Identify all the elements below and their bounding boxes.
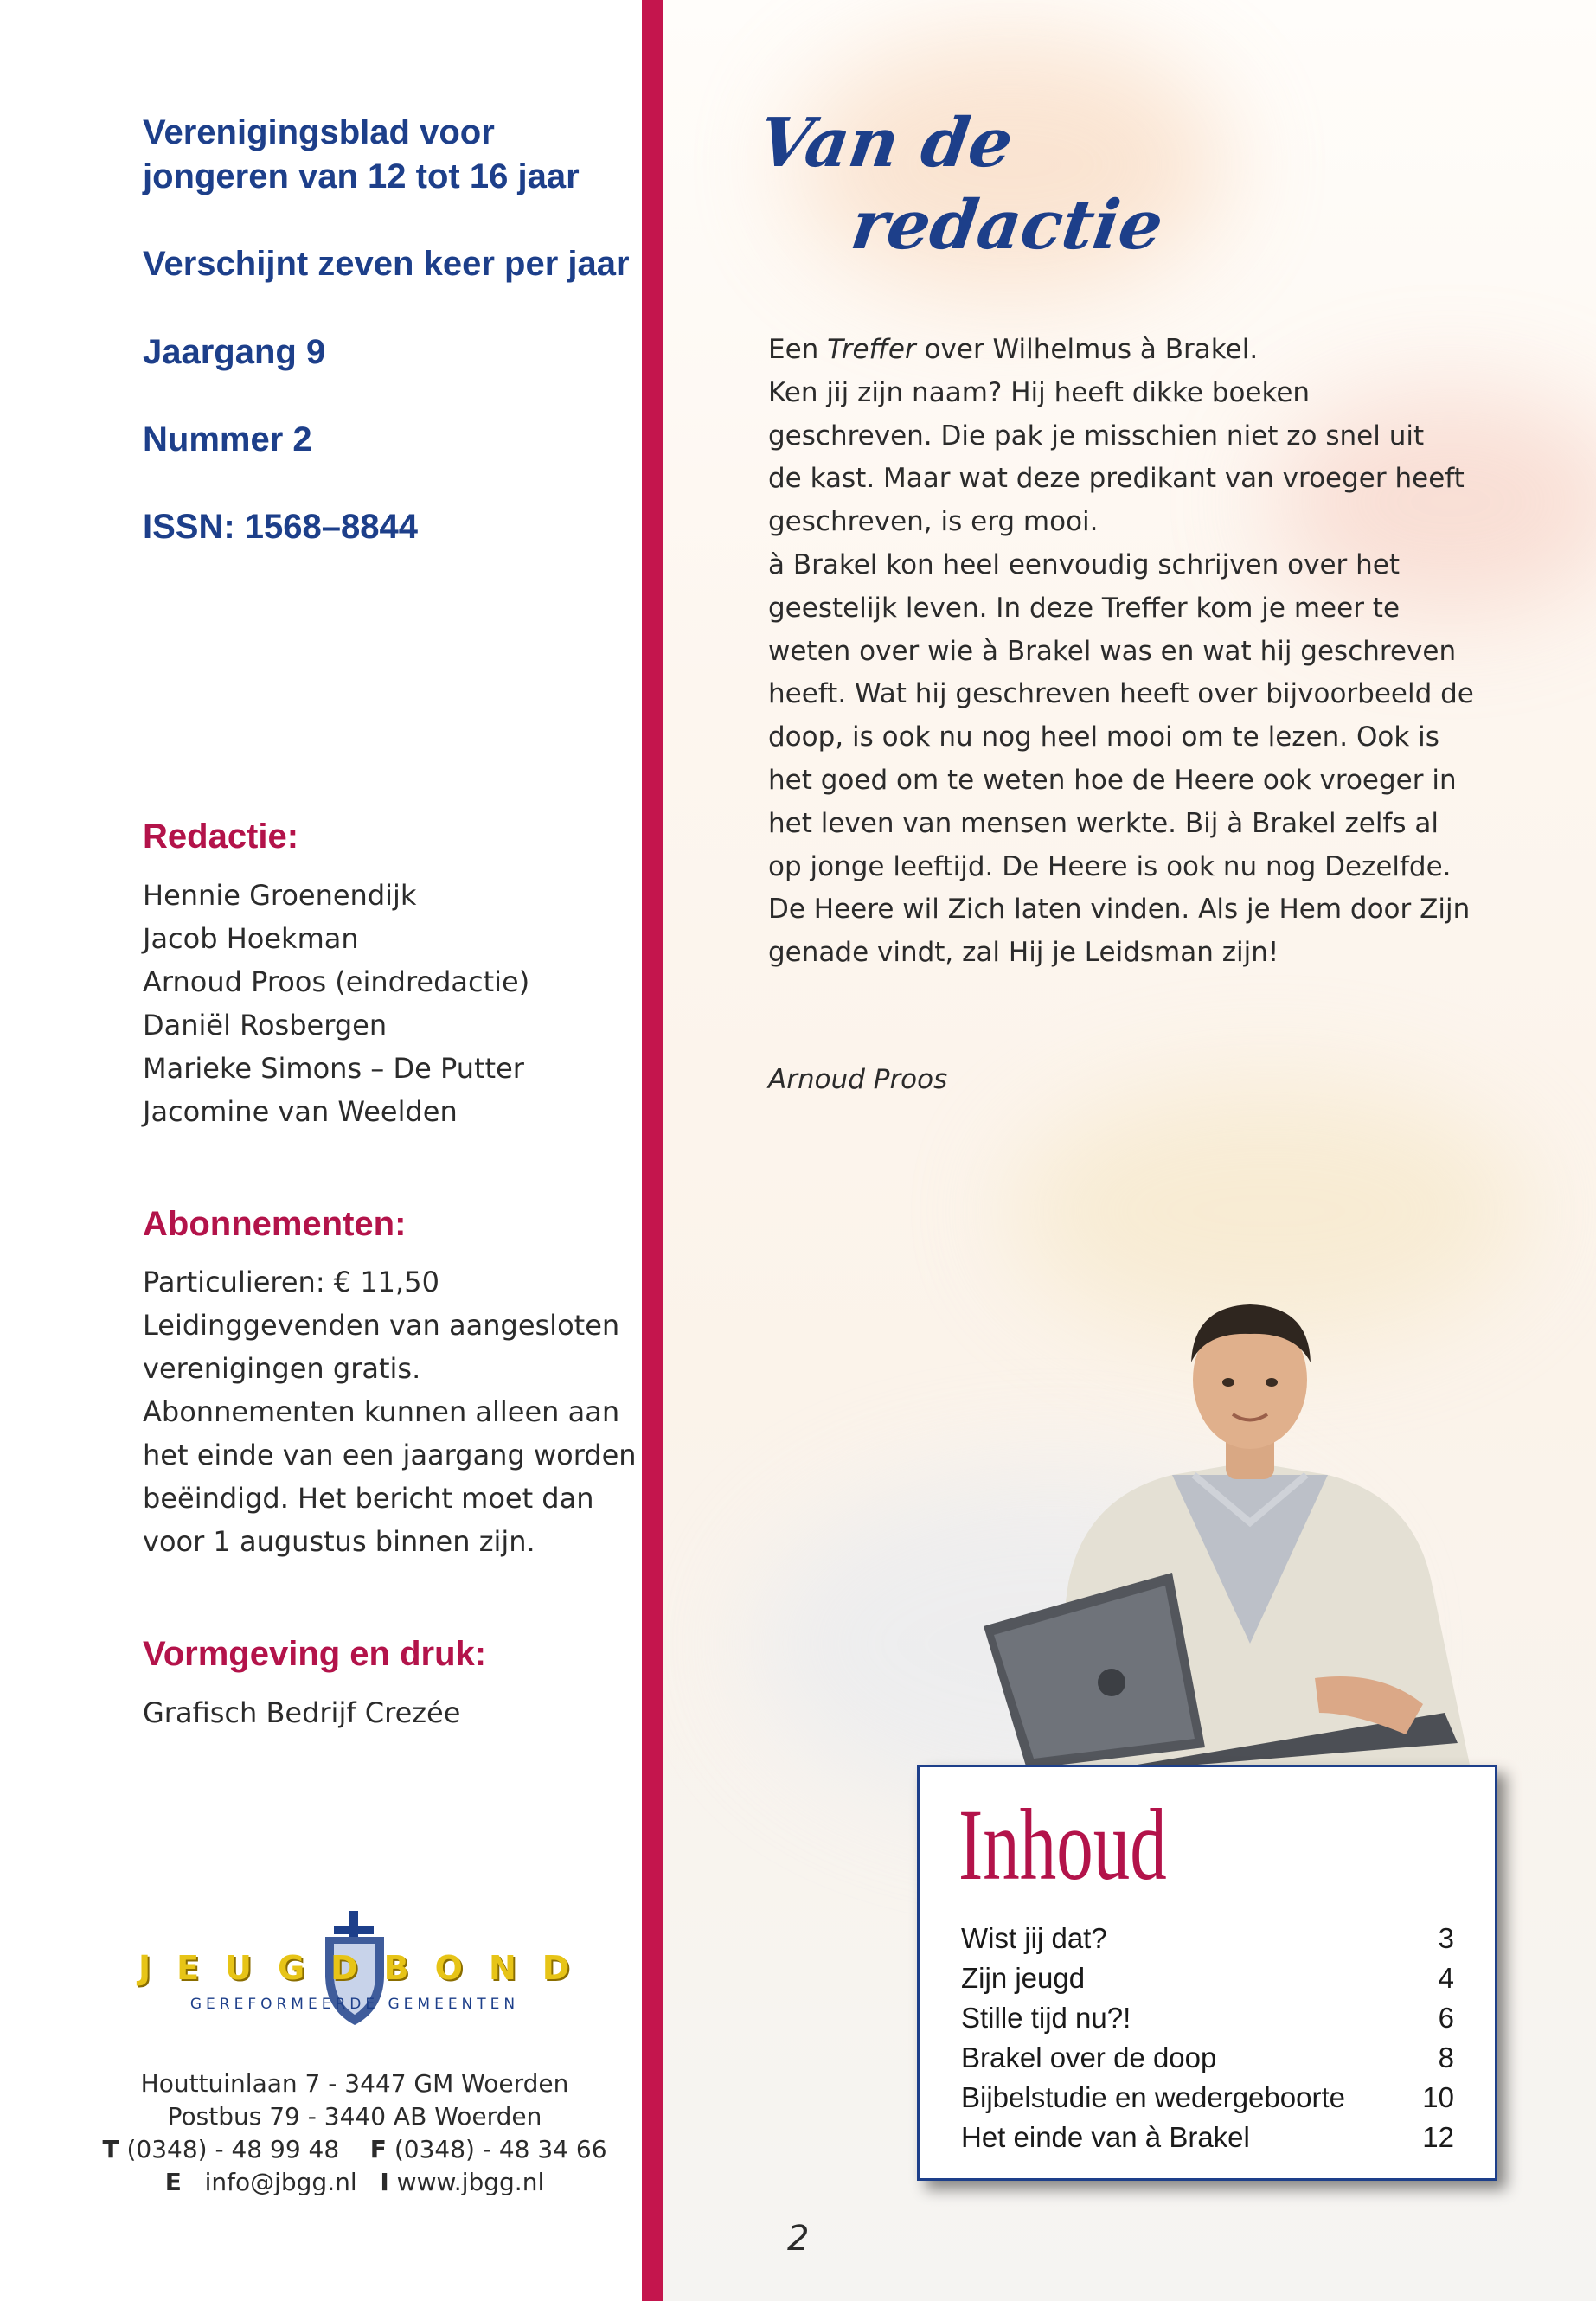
abonnementen-line: het einde van een jaargang worden <box>143 1439 637 1471</box>
article-line: à Brakel kon heel eenvoudig schrijven over het <box>768 548 1400 580</box>
fax-label: F <box>369 2135 387 2163</box>
editorial-title-line-2: redactie <box>846 186 1168 265</box>
article-line-end: over Wilhelmus à Brakel. <box>915 334 1259 365</box>
toc-item-title: Zijn jeugd <box>961 1962 1086 1994</box>
toc-item-page: 3 <box>1438 1922 1454 1954</box>
email-address[interactable]: info@jbgg.nl <box>204 2168 357 2196</box>
colophon-column <box>0 0 642 2301</box>
redactie-member: Arnoud Proos (eindredactie) <box>143 965 530 998</box>
page-number: 2 <box>787 2219 810 2259</box>
toc-item[interactable] <box>961 2118 1454 2157</box>
toc-item-title: Wist jij dat? <box>961 1922 1107 1954</box>
redactie-member: Jacomine van Weelden <box>143 1095 458 1128</box>
logo-subtitle: GEREFORMEERDE GEMEENTEN <box>189 1996 520 2013</box>
redactie-member: Jacob Hoekman <box>143 922 359 955</box>
editorial-text <box>768 329 1474 975</box>
redactie-member: Daniël Rosbergen <box>143 1009 388 1042</box>
article-line: het goed om te weten hoe de Heere ook vroeger in <box>768 764 1457 796</box>
address-postbus: Postbus 79 - 3440 AB Woerden <box>167 2102 542 2131</box>
article-line: genade vindt, zal Hij je Leidsman zijn! <box>768 937 1279 969</box>
fax-number: (0348) - 48 34 66 <box>394 2135 607 2163</box>
editorial-title-line-1: Van de <box>753 104 1018 183</box>
article-line: de kast. Maar wat deze predikant van vroeger heeft <box>768 463 1465 495</box>
toc-item[interactable] <box>961 1919 1454 1958</box>
phone-label: T <box>102 2135 119 2163</box>
editorial-author: Arnoud Proos <box>768 1064 948 1095</box>
toc-item[interactable] <box>961 1998 1454 2038</box>
colophon-issue: Nummer 2 <box>143 420 312 458</box>
article-line: doop, is ook nu nog heel mooi om te lezen. Ook is <box>768 721 1439 753</box>
toc-item-title: Brakel over de doop <box>961 2041 1217 2073</box>
toc-item-page: 12 <box>1422 2121 1454 2153</box>
toc-item-title: Het einde van à Brakel <box>961 2121 1250 2153</box>
colophon-line-1: Verenigingsblad voor <box>143 113 495 151</box>
toc-list <box>961 1919 1454 2157</box>
address-street: Houttuinlaan 7 - 3447 GM Woerden <box>140 2069 569 2098</box>
toc-item-page: 4 <box>1438 1962 1454 1994</box>
toc-item-title: Bijbelstudie en wedergeboorte <box>961 2081 1345 2113</box>
article-line: geestelijk leven. In deze Treffer kom je meer te <box>768 592 1401 624</box>
toc-item-page: 6 <box>1438 2002 1454 2034</box>
redactie-member: Hennie Groenendijk <box>143 879 417 912</box>
abonnementen-line: voor 1 augustus binnen zijn. <box>143 1525 535 1558</box>
colophon-frequency: Verschijnt zeven keer per jaar <box>143 245 630 283</box>
colophon-issn: ISSN: 1568–8844 <box>143 508 419 546</box>
address-phone-line <box>87 2133 623 2166</box>
colophon-subtitle <box>143 111 580 199</box>
web-label: I <box>380 2168 389 2196</box>
toc-item[interactable] <box>961 2078 1454 2118</box>
table-of-contents <box>917 1765 1497 2181</box>
abonnementen-line: Leidinggevenden van aangesloten <box>143 1309 620 1342</box>
article-line: heeft. Wat hij geschreven heeft over bijvoorbeeld de <box>768 678 1474 710</box>
article-line: weten over wie à Brakel was en wat hij geschreven <box>768 635 1457 667</box>
toc-item-page: 8 <box>1438 2041 1454 2073</box>
redactie-heading: Redactie: <box>143 817 299 856</box>
email-label: E <box>164 2168 182 2196</box>
jeugdbond-logo <box>138 1907 596 2029</box>
vormgeving-heading: Vormgeving en druk: <box>143 1635 487 1673</box>
vormgeving-text: Grafisch Bedrijf Crezée <box>143 1696 461 1729</box>
abonnementen-line: Particulieren: € 11,50 <box>143 1266 439 1298</box>
article-line: Ken jij zijn naam? Hij heeft dikke boeken <box>768 376 1311 408</box>
phone-number: (0348) - 48 99 48 <box>126 2135 340 2163</box>
article-line: De Heere wil Zich laten vinden. Als je Hem door Zijn <box>768 894 1471 926</box>
colophon-volume: Jaargang 9 <box>143 333 326 371</box>
redactie-member: Marieke Simons – De Putter <box>143 1052 524 1085</box>
toc-item[interactable] <box>961 2038 1454 2078</box>
address-web-line <box>87 2166 623 2199</box>
article-line: geschreven, is erg mooi. <box>768 506 1099 538</box>
young-man-with-laptop-illustration <box>973 1298 1518 1769</box>
article-line-start: Een <box>768 334 828 365</box>
redactie-members <box>143 874 529 1133</box>
article-line: op jonge leeftijd. De Heere is ook nu nog Dezelfde. <box>768 850 1452 882</box>
abonnementen-line: verenigingen gratis. <box>143 1352 421 1385</box>
article-line: geschreven. Die pak je misschien niet zo snel uit <box>768 420 1425 452</box>
magazine-name: Treffer <box>827 334 916 365</box>
vertical-red-bar <box>642 0 663 2301</box>
toc-item-title: Stille tijd nu?! <box>961 2002 1131 2034</box>
toc-title: Inhoud <box>958 1788 1167 1901</box>
article-line <box>768 329 1460 372</box>
abonnementen-heading: Abonnementen: <box>143 1205 407 1243</box>
article-line: het leven van mensen werkte. Bij à Brakel zelfs al <box>768 807 1439 839</box>
contact-address <box>87 2067 623 2199</box>
website-url[interactable]: www.jbgg.nl <box>396 2168 545 2196</box>
colophon-line-2: jongeren van 12 tot 16 jaar <box>143 157 580 195</box>
abonnementen-line: Abonnementen kunnen alleen aan <box>143 1395 620 1428</box>
toc-item-page: 10 <box>1422 2081 1454 2113</box>
abonnementen-text <box>143 1260 637 1563</box>
logo-wordmark: JEUGDBOND <box>138 1949 596 1987</box>
toc-item[interactable] <box>961 1958 1454 1998</box>
abonnementen-line: beëindigd. Het bericht moet dan <box>143 1482 594 1515</box>
